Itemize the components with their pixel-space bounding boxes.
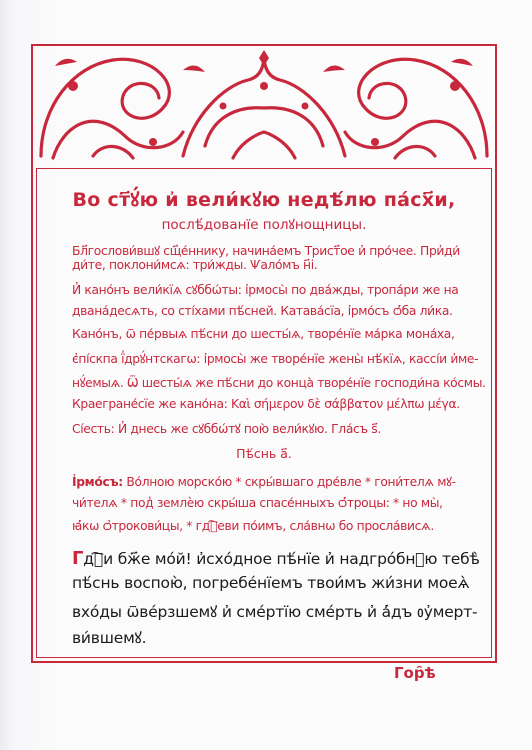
rubric-line-1: Бл҃гослови́вшꙋ сщ҃е́ннику, начина́емъ Трист҃ое и҆ про́чее. При҆ди́ — [72, 244, 460, 258]
troparion-line-3: вхо́ды ѿве́рзшемꙋ и҆ сме́ртїю сме́рть и҆ а҆́дъ ᲂу҆мерт- — [72, 603, 478, 621]
irmos-line-3: ꙗ҆́кѡ ѻ҆трокови́цы, * гдⷭ҇еви по́имъ, сла́внѡ бо просла́висѧ. — [72, 519, 434, 533]
page-title: Во ст҃ꙋ́ю и҆ вели́кꙋю недѣ́лю па́сх҃и, — [72, 189, 456, 211]
troparion-initial: Г — [72, 548, 84, 569]
rubric-line-3: И҆ кано́нъ вели́кїѧ сꙋббѡ́ты: і҆рмосы̀ по два́жды, тропа́ри же на — [72, 283, 459, 297]
rubric-line-8: Краегране́сїе же кано́на: Καὶ σήμερον δὲ σάββατον μέλπω μέγα. — [72, 397, 460, 411]
troparion-text-1: дⷭ҇и бж҃е мо́й! и҆схо́дное пѣ́нїе и҆ надгро́бнꙋю тебѣ̀ — [83, 550, 480, 568]
irmos-line-2: чи́телѧ * под̾ землѐю скры́ша спасе́нныхъ ѻ҆́троцы: * но мы̀, — [72, 496, 443, 510]
rubric-line-6: є҆пі́скпа ї҆дрꙋ́нтскагѡ: і҆рмосы̀ же творе́нїе жены̀ нѣ́кїѧ, кассі́и и҆ме- — [72, 352, 479, 366]
rubric-line-5: Кано́нъ, ѿ пе́рвыѧ пѣ́сни до шесты́ѧ, творе́нїе ма́рка мона́ха, — [72, 327, 455, 341]
song-label: Пѣ́снь а҃. — [236, 446, 292, 461]
troparion-line-4: ви́вшемꙋ. — [72, 629, 147, 647]
troparion-line-2: пѣ́снь воспою̀, погребе́нїемъ твои́мъ жи́зни моеѧ̀ — [72, 574, 470, 592]
irmos-line-1 — [72, 473, 462, 490]
irmos-label: І҆рмо́съ: — [72, 475, 123, 489]
interlace-ornament-header — [33, 46, 495, 166]
rubric-line-2: ди́те, поклони́мсѧ: три́жды. Ѱало́мъ н҃і. — [72, 258, 318, 272]
page-subtitle: послѣ́дованїе полꙋнощницы. — [161, 217, 367, 233]
rubric-line-9: Сі́есть: И҆ днесь же сꙋббѡ́тꙋ пою̀ вели́кꙋю. Гла́съ ѕ҃. — [72, 422, 381, 436]
catchword: Гор̑ѣ — [394, 664, 436, 682]
rubric-line-4: двана́десѧть, со сті́хами пѣ́сней. Катава́сїа, і҆рмо́съ ѻ҆́ба ли́ка. — [72, 304, 453, 318]
rubric-line-7: нꙋ́емыѧ. Ѿ шесты́ѧ же пѣ́сни до конца̀ творе́нїе господи́на ко́смы. — [72, 376, 486, 390]
irmos-text-1: Во́лною морско́ю * скры́вшаго дре́вле * гони́телѧ мꙋ- — [122, 475, 456, 489]
troparion-line-1 — [72, 548, 480, 569]
